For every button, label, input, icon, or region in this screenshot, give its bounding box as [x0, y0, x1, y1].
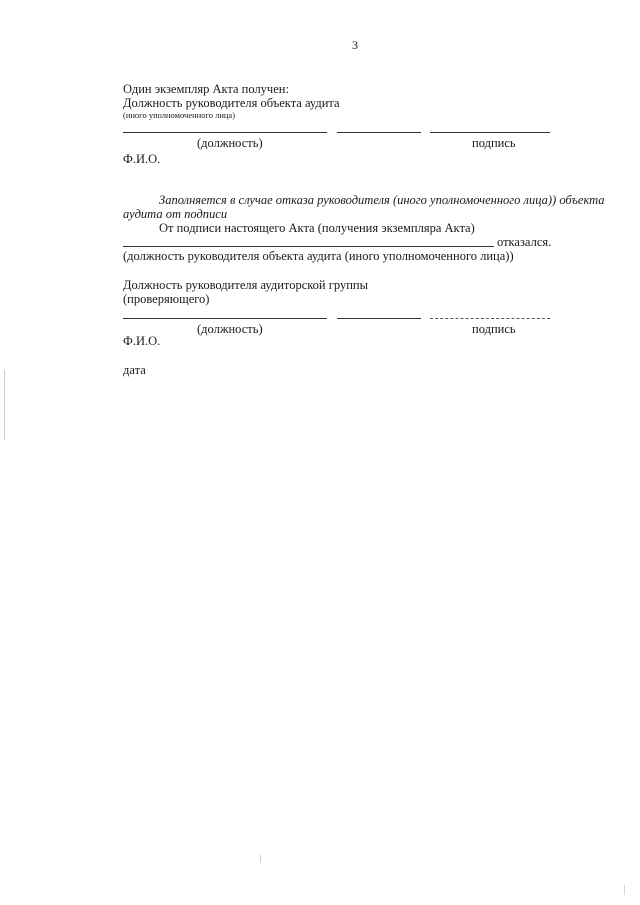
refusal-name-line — [123, 246, 494, 247]
received-position-line — [123, 132, 327, 133]
scan-corner-mark — [624, 885, 625, 895]
audit-position-caption: (должность) — [197, 322, 263, 336]
scan-speck — [260, 855, 261, 863]
audit-signature-caption: подпись — [472, 322, 516, 336]
received-middle-line — [337, 132, 421, 133]
audit-position-line — [123, 318, 327, 319]
page-number: 3 — [352, 38, 358, 52]
audit-fio-label: Ф.И.О. — [123, 334, 161, 348]
refusal-caption: (должность руководителя объекта аудита (иного уполномоченного лица)) — [123, 249, 514, 263]
received-signature-line — [430, 132, 550, 133]
received-authorized-note: (иного уполномоченного лица) — [123, 110, 236, 120]
refusal-statement: От подписи настоящего Акта (получения экземпляра Акта) — [159, 221, 475, 235]
audit-middle-line — [337, 318, 421, 319]
received-position-caption: (должность) — [197, 136, 263, 150]
audit-signature-line — [430, 318, 550, 319]
scan-edge-mark — [4, 370, 5, 440]
received-heading: Один экземпляр Акта получен: — [123, 82, 289, 96]
received-fio-label: Ф.И.О. — [123, 152, 161, 166]
audit-group-position-subtitle: (проверяющего) — [123, 292, 210, 306]
received-position-title: Должность руководителя объекта аудита — [123, 96, 340, 110]
refusal-refused-text: отказался. — [497, 235, 552, 249]
received-signature-caption: подпись — [472, 136, 516, 150]
refusal-note-line2: аудита от подписи — [123, 207, 228, 221]
audit-group-position-title: Должность руководителя аудиторской группы — [123, 278, 368, 292]
audit-date-label: дата — [123, 363, 146, 377]
refusal-note-line1: Заполняется в случае отказа руководителя (иного уполномоченного лица)) объекта — [159, 193, 605, 207]
